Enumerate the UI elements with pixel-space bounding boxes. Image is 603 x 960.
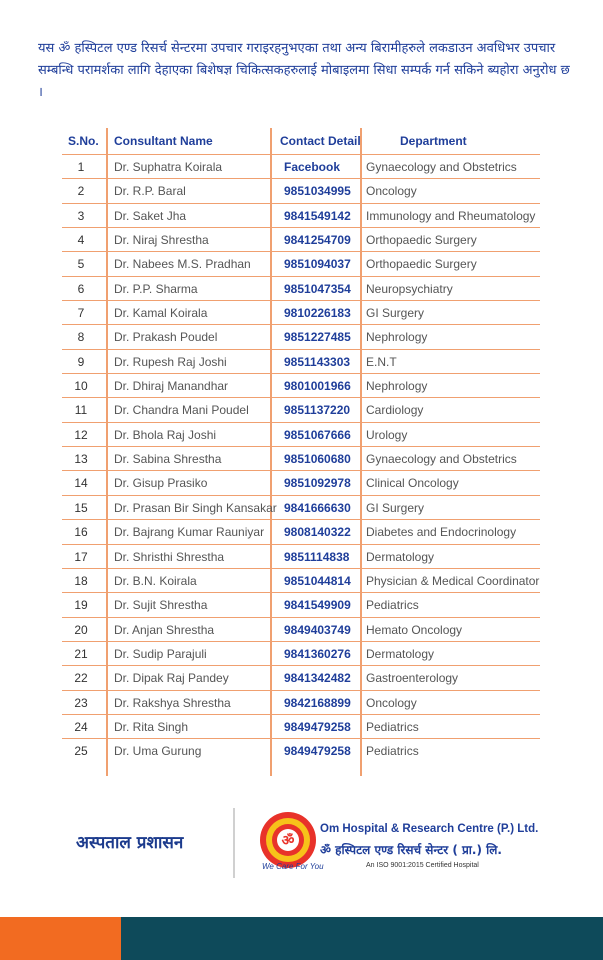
table-body — [62, 154, 540, 763]
row-consultant-name: Dr. Rupesh Raj Joshi — [114, 354, 227, 369]
row-department: GI Surgery — [366, 500, 425, 515]
tagline: We Care For You — [262, 862, 324, 871]
row-contact-detail: 9841666630 — [284, 500, 351, 515]
row-department: Cardiology — [366, 403, 424, 418]
row-contact-detail: 9841549142 — [284, 208, 351, 223]
om-hospital-logo-icon — [258, 810, 318, 870]
row-sno: 25 — [74, 744, 88, 759]
row-sno: 15 — [74, 500, 88, 515]
row-consultant-name: Dr. Kamal Koirala — [114, 306, 208, 321]
table-row — [62, 300, 540, 324]
row-department: Pediatrics — [366, 719, 419, 734]
row-consultant-name: Dr. Prasan Bir Singh Kansakar — [114, 500, 277, 515]
row-consultant-name: Dr. Bhola Raj Joshi — [114, 427, 217, 442]
notice-text: यस ॐ हस्पिटल एण्ड रिसर्च सेन्टरमा उपचार गराइरहनुभएका तथा अन्य बिरामीहरुले लकडाउन अवधिभर उपचार सम्बन्धि परामर्शका लागि देहाएका बिशेषज्ञ चिकित्सकहरुलाई मोबाइलमा सिधा सम्पर्क गर्न सकिने ब्यहोरा अनुरोध छ । — [38, 41, 570, 100]
row-sno: 16 — [74, 525, 88, 540]
table-row — [62, 397, 540, 421]
row-contact-detail: 9851044814 — [284, 573, 351, 588]
row-sno: 9 — [77, 354, 85, 369]
row-contact-detail: 9851114838 — [284, 549, 350, 564]
row-sno: 22 — [74, 671, 88, 686]
row-department: E.N.T — [366, 354, 397, 369]
row-consultant-name: Dr. Anjan Shrestha — [114, 622, 215, 637]
row-consultant-name: Dr. Gisup Prasiko — [114, 476, 208, 491]
row-sno: 23 — [74, 695, 88, 710]
hospital-name-english: Om Hospital & Research Centre (P.) Ltd. — [320, 823, 539, 835]
table-row — [62, 276, 540, 300]
row-consultant-name: Dr. P.P. Sharma — [114, 281, 198, 296]
row-department: Urology — [366, 427, 408, 442]
row-sno: 24 — [74, 719, 88, 734]
table-row — [62, 519, 540, 543]
table-row — [62, 154, 540, 178]
row-consultant-name: Dr. Dhiraj Manandhar — [114, 379, 229, 394]
header-name: Consultant Name — [114, 134, 213, 148]
row-contact-detail: 9841549909 — [284, 598, 351, 613]
row-consultant-name: Dr. Niraj Shrestha — [114, 233, 209, 248]
row-sno: 7 — [77, 306, 85, 321]
row-department: Gynaecology and Obstetrics — [366, 452, 517, 467]
row-contact-detail: 9849479258 — [284, 719, 351, 734]
row-department: Immunology and Rheumatology — [366, 208, 536, 223]
row-sno: 1 — [77, 160, 85, 174]
row-contact-detail: 9841342482 — [284, 671, 351, 686]
row-contact-detail: 9851047354 — [284, 281, 351, 296]
row-department: Gastroenterology — [366, 671, 459, 686]
row-consultant-name: Dr. Prakash Poudel — [114, 330, 218, 345]
iso-certification: An ISO 9001:2015 Certified Hospital — [366, 862, 479, 869]
row-sno: 11 — [74, 403, 88, 418]
row-consultant-name: Dr. Sudip Parajuli — [114, 646, 207, 661]
row-sno: 14 — [74, 476, 88, 491]
row-contact-detail: 9841254709 — [284, 233, 351, 248]
table-row — [62, 495, 540, 519]
row-sno: 13 — [74, 452, 88, 467]
table-row — [62, 592, 540, 616]
footer-bar-teal — [121, 917, 603, 960]
row-department: Oncology — [366, 695, 417, 710]
row-contact-detail: 9851143303 — [284, 354, 351, 369]
row-contact-detail: 9808140322 — [284, 525, 351, 540]
header-department: Department — [400, 134, 467, 148]
table-row — [62, 324, 540, 348]
table-row — [62, 544, 540, 568]
row-department: Pediatrics — [366, 744, 419, 759]
header-sno: S.No. — [68, 134, 99, 148]
row-consultant-name: Dr. Sujit Shrestha — [114, 598, 208, 613]
row-contact-detail: 9851227485 — [284, 330, 351, 345]
row-consultant-name: Dr. Chandra Mani Poudel — [114, 403, 249, 418]
table-row — [62, 738, 540, 762]
row-consultant-name: Dr. Saket Jha — [114, 208, 187, 223]
row-sno: 18 — [74, 573, 88, 588]
row-contact-detail: 9810226183 — [284, 306, 351, 321]
row-contact-detail: 9801001966 — [284, 379, 351, 394]
consultant-table — [62, 128, 540, 763]
table-row — [62, 641, 540, 665]
row-sno: 21 — [74, 646, 88, 661]
row-contact-detail: 9841360276 — [284, 646, 351, 661]
row-department: Orthopaedic Surgery — [366, 257, 477, 272]
row-department: Pediatrics — [366, 598, 419, 613]
table-row — [62, 373, 540, 397]
row-contact-detail: 9849403749 — [284, 622, 351, 637]
row-department: Physician & Medical Coordinator — [366, 573, 540, 588]
row-contact-detail: 9851137220 — [284, 403, 351, 418]
table-row — [62, 178, 540, 202]
table-row — [62, 690, 540, 714]
row-sno: 12 — [74, 427, 88, 442]
footer-bar-orange — [0, 917, 121, 960]
row-sno: 8 — [77, 330, 85, 345]
row-department: Neuropsychiatry — [366, 281, 453, 296]
row-consultant-name: Dr. Nabees M.S. Pradhan — [114, 257, 251, 272]
table-row — [62, 251, 540, 275]
row-consultant-name: Dr. B.N. Koirala — [114, 573, 197, 588]
footer-divider — [233, 808, 235, 878]
table-header — [62, 128, 540, 154]
row-consultant-name: Dr. Suphatra Koirala — [114, 160, 223, 174]
table-row — [62, 349, 540, 373]
row-department: Dermatology — [366, 549, 435, 564]
row-contact-detail: Facebook — [284, 160, 341, 174]
row-consultant-name: Dr. Shristhi Shrestha — [114, 549, 225, 564]
row-department: GI Surgery — [366, 306, 425, 321]
row-department: Gynaecology and Obstetrics — [366, 160, 517, 174]
hospital-administration-label: अस्पताल प्रशासन — [76, 833, 184, 853]
row-department: Orthopaedic Surgery — [366, 233, 477, 248]
row-department: Nephrology — [366, 330, 428, 345]
row-consultant-name: Dr. Bajrang Kumar Rauniyar — [114, 525, 265, 540]
table-row — [62, 568, 540, 592]
header-contact: Contact Detail — [280, 134, 361, 148]
table-row — [62, 422, 540, 446]
row-contact-detail: 9851034995 — [284, 184, 351, 199]
table-row — [62, 203, 540, 227]
row-contact-detail: 9851067666 — [284, 427, 351, 442]
row-department: Diabetes and Endocrinology — [366, 525, 517, 540]
row-contact-detail: 9849479258 — [284, 744, 351, 759]
row-contact-detail: 9851092978 — [284, 476, 351, 491]
row-sno: 3 — [77, 208, 85, 223]
row-sno: 10 — [74, 379, 88, 394]
row-consultant-name: Dr. R.P. Baral — [114, 184, 186, 199]
hospital-name-nepali: ॐ हस्पिटल एण्ड रिसर्च सेन्टर ( प्रा.) लि. — [320, 843, 502, 857]
row-consultant-name: Dr. Dipak Raj Pandey — [114, 671, 229, 686]
row-consultant-name: Dr. Rakshya Shrestha — [114, 695, 231, 710]
row-consultant-name: Dr. Sabina Shrestha — [114, 452, 222, 467]
row-sno: 2 — [77, 184, 85, 199]
row-department: Clinical Oncology — [366, 476, 459, 491]
table-row — [62, 470, 540, 494]
row-sno: 4 — [77, 233, 85, 248]
table-row — [62, 665, 540, 689]
row-department: Dermatology — [366, 646, 435, 661]
row-department: Oncology — [366, 184, 417, 199]
row-contact-detail: 9851094037 — [284, 257, 351, 272]
svg-text:ॐ: ॐ — [281, 833, 295, 849]
row-consultant-name: Dr. Uma Gurung — [114, 744, 202, 759]
table-row — [62, 617, 540, 641]
row-department: Nephrology — [366, 379, 428, 394]
table-row — [62, 227, 540, 251]
row-sno: 5 — [77, 257, 85, 272]
row-sno: 6 — [77, 281, 85, 296]
table-row — [62, 714, 540, 738]
row-department: Hemato Oncology — [366, 622, 463, 637]
row-contact-detail: 9851060680 — [284, 452, 351, 467]
row-contact-detail: 9842168899 — [284, 695, 351, 710]
table-row — [62, 446, 540, 470]
row-sno: 20 — [74, 622, 88, 637]
row-sno: 19 — [74, 598, 88, 613]
row-sno: 17 — [74, 549, 88, 564]
row-consultant-name: Dr. Rita Singh — [114, 719, 189, 734]
